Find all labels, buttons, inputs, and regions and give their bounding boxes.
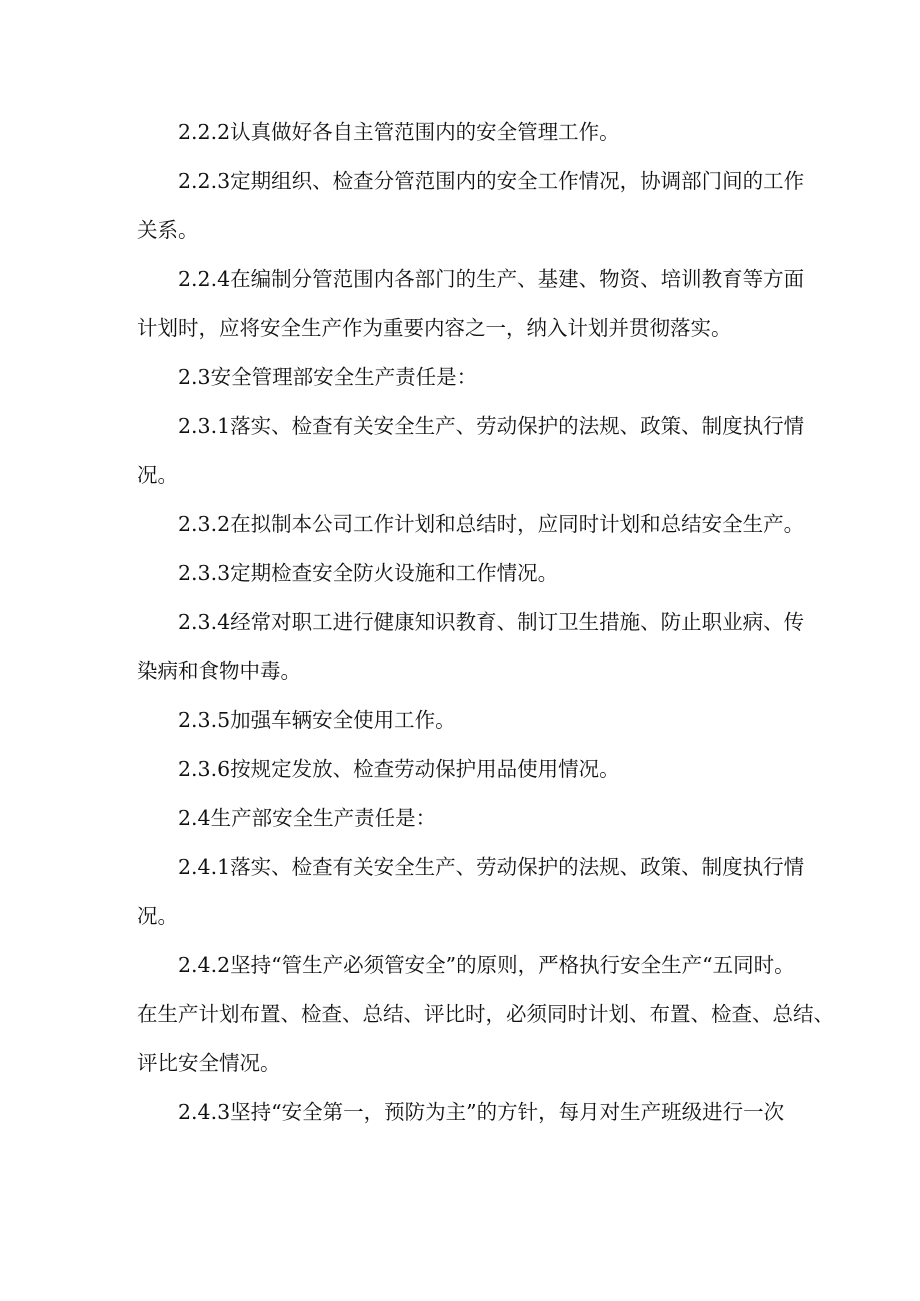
paragraph-line: 2.3.4经常对职工进行健康知识教育、制订卫生措施、防止职业病、传 [178,610,805,634]
paragraph-line: 2.2.2认真做好各自主管范围内的安全管理工作。 [178,120,620,144]
paragraph [137,353,799,402]
paragraph [137,402,805,500]
paragraph-line: 况。 [137,904,178,928]
paragraph-line: 2.3.5加强车辆安全使用工作。 [178,708,456,732]
paragraph-line: 2.4.2坚持“管生产必须管安全”的原则，严格执行安全生产“五同时。 [178,953,795,977]
paragraph [137,794,799,843]
paragraph [137,598,805,696]
paragraph-line: 2.3.3定期检查安全防火设施和工作情况。 [178,561,559,585]
paragraph-line: 2.3安全管理部安全生产责任是： [178,365,478,389]
paragraph [137,108,799,157]
paragraph [137,549,799,598]
paragraph-line: 在生产计划布置、检查、总结、评比时，必须同时计划、布置、检查、总结、 [137,1002,834,1026]
paragraph-line: 2.4.1落实、检查有关安全生产、劳动保护的法规、政策、制度执行情 [178,855,805,879]
paragraph [137,843,805,941]
paragraph-line: 况。 [137,463,178,487]
paragraph-line: 2.2.4在编制分管范围内各部门的生产、基建、物资、培训教育等方面 [178,267,805,291]
paragraph-line: 2.3.1落实、检查有关安全生产、劳动保护的法规、政策、制度执行情 [178,414,805,438]
paragraph-line: 2.3.6按规定发放、检查劳动保护用品使用情况。 [178,757,620,781]
paragraph [137,745,799,794]
paragraph [137,255,805,353]
paragraph-line: 2.4.3坚持“安全第一，预防为主”的方针，每月对生产班级进行一次 [178,1100,785,1124]
paragraph-line: 2.4生产部安全生产责任是： [178,806,437,830]
paragraph [137,941,834,1088]
paragraph [137,157,805,255]
paragraph [137,500,805,549]
document-body [137,108,834,1137]
paragraph [137,696,799,745]
paragraph-line: 计划时，应将安全生产作为重要内容之一，纳入计划并贯彻落实。 [137,316,732,340]
paragraph-line: 评比安全情况。 [137,1051,281,1075]
paragraph [137,1088,799,1137]
paragraph-line: 2.2.3定期组织、检查分管范围内的安全工作情况，协调部门间的工作 [178,169,805,193]
paragraph-line: 2.3.2在拟制本公司工作计划和总结时，应同时计划和总结安全生产。 [178,512,805,536]
paragraph-line: 关系。 [137,218,199,242]
paragraph-line: 染病和食物中毒。 [137,659,301,683]
